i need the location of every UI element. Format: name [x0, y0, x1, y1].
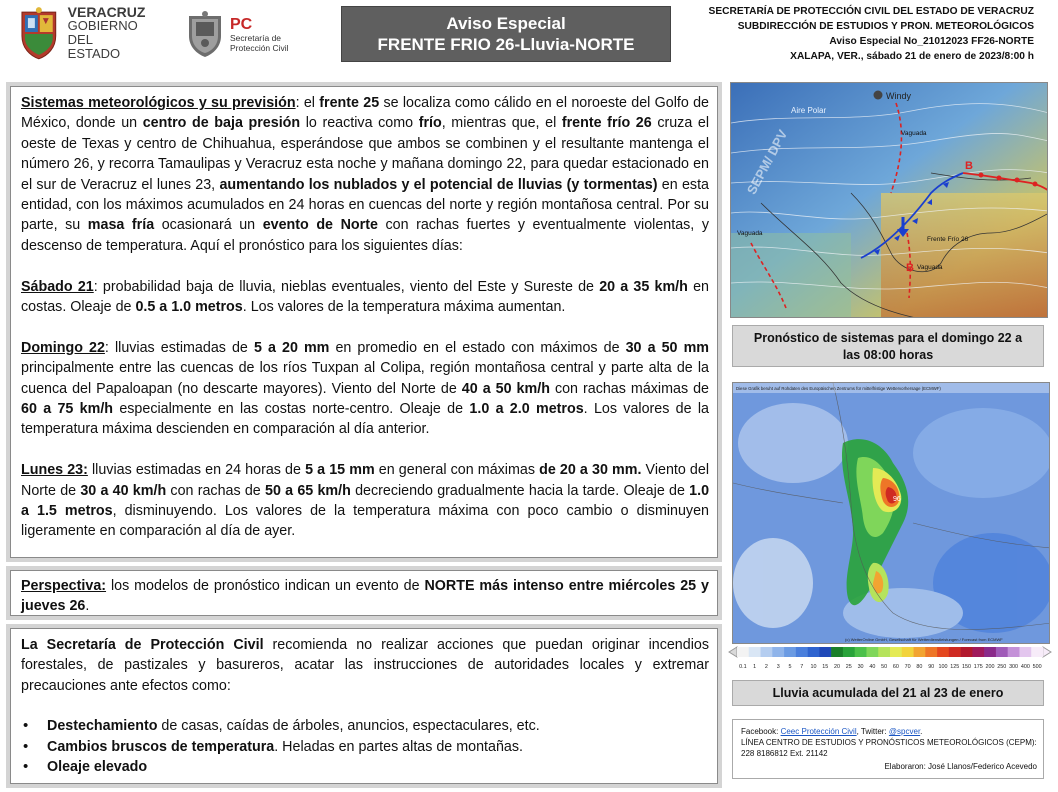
- legend-swatch: [772, 647, 784, 657]
- issue-date: XALAPA, VER., sábado 21 de enero de 2023/8:00 h: [790, 51, 1034, 62]
- legend-tick-label: 0.1: [739, 664, 747, 670]
- recommendations-section: [6, 624, 722, 788]
- legend-swatch: [949, 647, 961, 657]
- logo-pc-line1: Secretaría de: [230, 32, 282, 43]
- saturday-paragraph: Sábado 21: probabilidad baja de lluvia, nieblas eventuales, viento del Este y Sureste de 20 a 35 km/h en costas. Oleaje de 0.5 a 1.0 metros. Los valores de la temperatura máxima aumentan.: [21, 278, 709, 316]
- outlook-paragraph: Perspectiva: los modelos de pronóstico indican un evento de NORTE más intenso entre miércoles 25 y jueves 26.: [21, 578, 709, 615]
- legend-swatch: [878, 647, 890, 657]
- legend-swatch: [819, 647, 831, 657]
- legend-swatch: [831, 647, 843, 657]
- low-pressure-label-2: B: [906, 262, 914, 274]
- logo-pc-acronym: PC: [230, 15, 253, 33]
- legend-tick-label: 500: [1032, 664, 1042, 670]
- legend-swatch: [1031, 647, 1043, 657]
- legend-tick-label: 3: [776, 664, 780, 670]
- legend-tick-label: 250: [997, 664, 1007, 670]
- legend-tick-label: 5: [788, 664, 792, 670]
- proteccion-civil-logo: [185, 8, 305, 60]
- sunday-heading: Domingo 22: [21, 339, 105, 356]
- synoptic-forecast-map: [730, 82, 1048, 318]
- legend-swatch: [890, 647, 902, 657]
- legend-tick-label: 1: [753, 664, 757, 670]
- proteccion-civil-shield-icon: [185, 10, 225, 58]
- outlook-heading: Perspectiva:: [21, 578, 107, 594]
- recommendations-intro: La Secretaría de Protección Civil recomienda no realizar acciones que puedan originar incendios forestales, de pastizales y basureros, acatar las instrucciones de autoridades locales y extremar precauciones ante efectos como:: [21, 637, 709, 694]
- twitter-link[interactable]: @spcver: [888, 727, 921, 736]
- cepm-line: LÍNEA CENTRO DE ESTUDIOS Y PRONÓSTICOS METEOROLÓGICOS (CEPM):: [741, 738, 1037, 747]
- monday-heading: Lunes 23:: [21, 462, 88, 479]
- synoptic-paragraph: Sistemas meteorológicos y su previsión: el frente 25 se localiza como cálido en el noroeste del Golfo de México, donde un centro de baja presión lo reactiva como frío, mientras que, el frente frío 26 cruza el oeste de Texas y centro de Chihuahua, esperándose que ambos se combinen y el resultante mantenga el número 26, y recorra Tamaulipas y Veracruz esta noche y mañana domingo 22, para quedar estacionado en el sur de Veracruz el lunes 23, aumentando los nublados y el potencial de lluvias (y tormentas) en esta entidad, con los máximos acumulados en 24 horas en cuencas del norte y región montañosa central. Por su parte, su masa fría ocasionará un evento de Norte con rachas fuertes y eventualmente violentas, y descenso de temperatura. Aquí el pronóstico para los siguientes días:: [21, 95, 710, 254]
- outlook-section: [6, 566, 722, 620]
- trough-west-label: Vaguada: [737, 230, 763, 237]
- legend-swatch: [972, 647, 984, 657]
- legend-tick-label: 25: [845, 664, 852, 670]
- legend-swatch: [914, 647, 926, 657]
- legend-swatch: [937, 647, 949, 657]
- legend-swatch: [855, 647, 867, 657]
- issuer-line-1: SECRETARÍA DE PROTECCIÓN CIVIL DEL ESTADO DE VERACRUZ: [708, 6, 1034, 17]
- monday-paragraph: Lunes 23: lluvias estimadas en 24 horas de 5 a 15 mm en general con máximas de 20 a 30 mm. Viento del Norte de 30 a 40 km/h con rachas de 50 a 65 km/h decreciendo gradualmente hacia la tarde. Oleaje de 1.0 a 1.5 metros, disminuyendo. Los valores de la temperatura máxima con poco cambio o disminuyen ligeramente en comparación al día de ayer.: [21, 462, 710, 540]
- legend-tick-label: 40: [869, 664, 876, 670]
- veracruz-coat-of-arms-icon: [16, 6, 62, 60]
- title-line-2: FRENTE FRIO 26-Lluvia-NORTE: [377, 35, 635, 54]
- legend-swatch: [1019, 647, 1031, 657]
- legend-swatch: [784, 647, 796, 657]
- legend-tick-label: 125: [950, 664, 960, 670]
- legend-swatch: [796, 647, 808, 657]
- legend-right-arrow: [1043, 647, 1051, 657]
- effects-list: [21, 716, 709, 777]
- map-footer-note: (c) WetterOnline GmbH, Gesellschaft für Wetterdienstleistungen / Forecast from ECMWF: [845, 637, 1003, 642]
- sepm-watermark: SEPM/ DPV: [743, 127, 791, 197]
- legend-tick-label: 20: [834, 664, 841, 670]
- phone-line: 228 8186812 Ext. 21142: [741, 749, 828, 758]
- legend-swatch: [749, 647, 761, 657]
- legend-tick-label: 400: [1020, 664, 1030, 670]
- legend-tick-label: 60: [892, 664, 899, 670]
- trough-north-label: Vaguada: [901, 130, 927, 137]
- credits-line: Elaboraron: José Llanos/Federico Acevedo: [884, 762, 1037, 771]
- legend-tick-label: 90: [928, 664, 935, 670]
- rain-color-legend: [727, 646, 1053, 674]
- social-line: Facebook: Ceec Protección Civil, Twitter: @spcver.: [741, 727, 923, 736]
- legend-swatch: [925, 647, 937, 657]
- legend-left-arrow: [729, 647, 737, 657]
- polar-air-label: Aire Polar: [791, 106, 827, 115]
- logo-veracruz-line2: GOBIERNO: [67, 18, 138, 33]
- low-pressure-label: B: [965, 160, 973, 172]
- legend-tick-label: 100: [938, 664, 948, 670]
- synoptic-heading: Sistemas meteorológicos y su previsión: [21, 95, 296, 111]
- contact-box: [732, 719, 1044, 779]
- legend-swatch: [961, 647, 973, 657]
- legend-tick-label: 10: [810, 664, 817, 670]
- synoptic-map-caption: Pronóstico de sistemas para el domingo 22 a las 08:00 horas: [732, 325, 1044, 367]
- legend-tick-label: 7: [800, 664, 804, 670]
- legend-tick-label: 300: [1009, 664, 1019, 670]
- legend-swatch: [737, 647, 749, 657]
- legend-tick-label: 2: [764, 664, 768, 670]
- saturday-heading: Sábado 21: [21, 278, 94, 295]
- legend-swatch: [902, 647, 914, 657]
- legend-swatch: [866, 647, 878, 657]
- legend-tick-label: 15: [822, 664, 829, 670]
- legend-tick-label: 30: [857, 664, 864, 670]
- bulletin-title: [341, 6, 671, 62]
- facebook-link[interactable]: Ceec Protección Civil: [780, 727, 857, 736]
- legend-tick-label: 80: [916, 664, 923, 670]
- legend-tick-label: 70: [904, 664, 911, 670]
- logo-veracruz-line3: DEL ESTADO: [67, 32, 121, 61]
- windy-brand: Windy: [886, 91, 912, 101]
- veracruz-government-logo: [16, 4, 148, 62]
- legend-tick-label: 50: [881, 664, 888, 670]
- logo-veracruz-name: VERACRUZ: [67, 4, 146, 20]
- legend-swatch: [984, 647, 996, 657]
- legend-tick-label: 150: [962, 664, 971, 670]
- legend-swatch: [996, 647, 1008, 657]
- sunday-paragraph: Domingo 22: lluvias estimadas de 5 a 20 mm en promedio en el estado con máximos de 30 a 50 mm principalmente entre las cuencas de los ríos Tuxpan al Colipa, región montañosa central y parte alta de la cuenca del Papaloapan (no descarte mayores). Viento del Norte de 40 a 50 km/h con rachas máximas de 60 a 75 km/h especialmente en las costas norte-centro. Oleaje de 1.0 a 2.0 metros. Los valores de la temperatura máxima descienden en comparación al día anterior.: [21, 339, 710, 438]
- logo-pc-line2: Protección Civil: [230, 42, 289, 53]
- issuer-block: [664, 4, 1034, 64]
- legend-swatch: [843, 647, 855, 657]
- legend-swatch: [1008, 647, 1020, 657]
- rain-peak-value: 96: [893, 496, 901, 503]
- issuer-line-2: SUBDIRECCIÓN DE ESTUDIOS Y PRON. METEOROLÓGICOS: [737, 21, 1034, 32]
- forecast-section: [6, 82, 722, 562]
- list-item: • Oleaje elevado: [21, 757, 709, 777]
- list-item: • Destechamiento de casas, caídas de árboles, anuncios, espectaculares, etc.: [21, 716, 709, 736]
- rain-map-caption: Lluvia acumulada del 21 al 23 de enero: [732, 680, 1044, 706]
- cold-front-label: Frente Frío 26: [927, 236, 969, 243]
- list-item: • Cambios bruscos de temperatura. Heladas en partes altas de montañas.: [21, 737, 709, 757]
- legend-tick-label: 175: [973, 664, 983, 670]
- accumulated-rain-map: [732, 382, 1050, 644]
- legend-tick-label: 200: [985, 664, 995, 670]
- ecmwf-source-note: Diese Grafik beruht auf Rohdaten des Europäischen Zentrums für mittelfristige Wettervorhersage (ECMWF): [736, 386, 941, 391]
- bulletin-number: Aviso Especial No_21012023 FF26-NORTE: [829, 36, 1034, 47]
- title-line-1: Aviso Especial: [446, 14, 566, 33]
- trough-south-label: Vaguada: [917, 264, 943, 271]
- legend-swatch: [808, 647, 820, 657]
- legend-swatch: [761, 647, 773, 657]
